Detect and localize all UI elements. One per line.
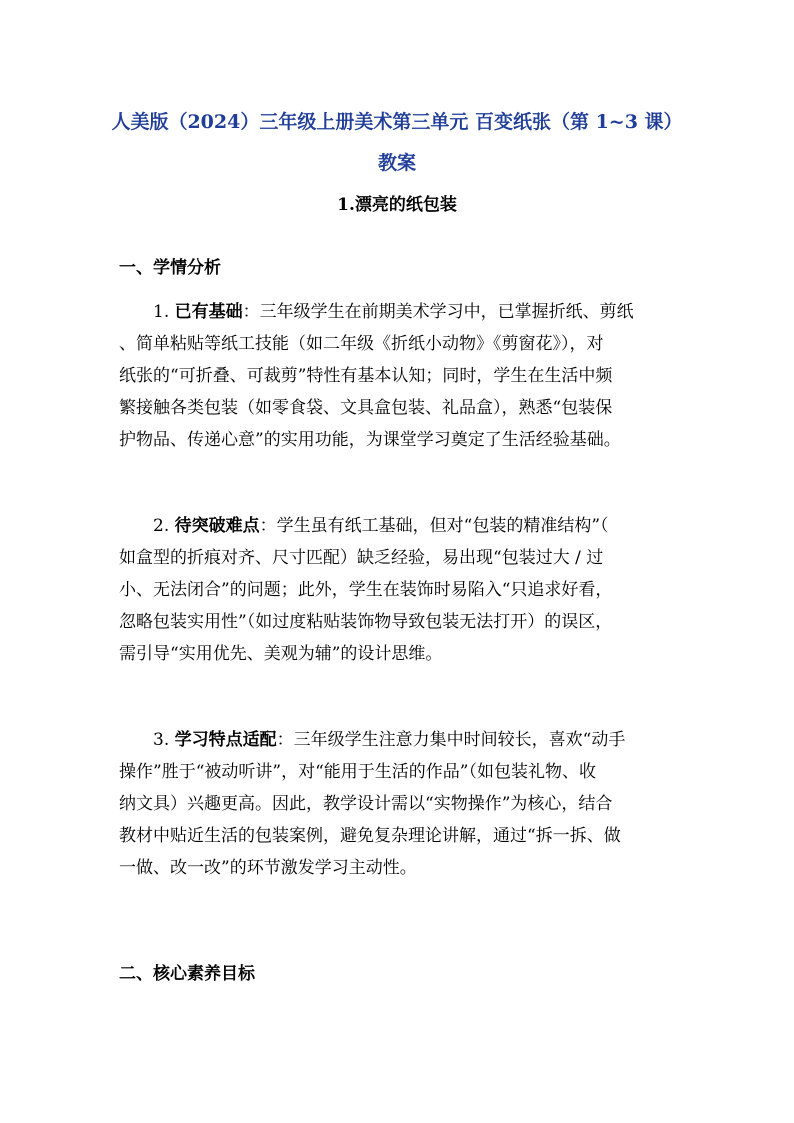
paragraph-existing-foundation: [119, 296, 675, 456]
paragraph-line: [119, 724, 675, 756]
paragraph-line: 、简单粘贴等纸工技能（如二年级《折纸小动物》《剪窗花》），对: [119, 334, 604, 354]
paragraph-line: 繁接触各类包装（如零食袋、文具盒包装、礼品盒），熟悉“包装保: [119, 398, 613, 418]
paragraph-line: 纳文具）兴趣更高。因此，教学设计需以“实物操作”为核心，结合: [119, 794, 613, 814]
paragraph-line: 纸张的“可折叠、可裁剪”特性有基本认知；同时，学生在生活中频: [119, 366, 613, 386]
document-title-line-1: 人美版（2024）三年级上册美术第三单元 百变纸张（第 1~3 课）: [111, 111, 683, 133]
paragraph-lead: 待突破难点: [174, 516, 260, 536]
lesson-title: 1.漂亮的纸包装: [337, 195, 457, 215]
paragraph-text: ：三年级学生注意力集中时间较长，喜欢“动手: [276, 730, 626, 750]
paragraph-line: [119, 510, 675, 542]
paragraph-number: 1.: [153, 302, 175, 322]
paragraph-line: 如盒型的折痕对齐、尺寸匹配）缺乏经验，易出现“包装过大 / 过: [119, 548, 604, 568]
paragraph-lead: 已有基础: [174, 302, 243, 322]
paragraph-text: ：学生虽有纸工基础，但对“包装的精准结构”（: [259, 516, 609, 536]
paragraph-line: 需引导“实用优先、美观为辅”的设计思维。: [119, 644, 443, 664]
paragraph-line: 忽略包装实用性”（如过度粘贴装饰物导致包装无法打开）的误区，: [119, 612, 613, 632]
paragraph-line: 小、无法闭合”的问题；此外，学生在装饰时易陷入“只追求好看，: [119, 580, 613, 600]
paragraph-line: 教材中贴近生活的包装案例，避免复杂理论讲解，通过“拆一拆、做: [119, 826, 621, 846]
paragraph-learning-traits: [119, 724, 675, 884]
paragraph-line: 一做、改一改”的环节激发学习主动性。: [119, 858, 417, 878]
paragraph-lead: 学习特点适配: [174, 730, 277, 750]
paragraph-line: 护物品、传递心意”的实用功能，为课堂学习奠定了生活经验基础。: [119, 430, 621, 450]
section-heading-student-analysis: 一、学情分析: [119, 258, 221, 278]
paragraph-text: ：三年级学生在前期美术学习中，已掌握折纸、剪纸: [242, 302, 634, 322]
paragraph-difficulties: [119, 510, 675, 670]
paragraph-line: [119, 296, 675, 328]
document-title-line-2: 教案: [377, 152, 416, 174]
paragraph-line: 操作”胜于“被动听讲”，对“能用于生活的作品”（如包装礼物、收: [119, 762, 596, 782]
section-heading-core-competency-goals: 二、核心素养目标: [119, 964, 255, 984]
paragraph-number: 2.: [153, 516, 175, 536]
paragraph-number: 3.: [153, 730, 175, 750]
